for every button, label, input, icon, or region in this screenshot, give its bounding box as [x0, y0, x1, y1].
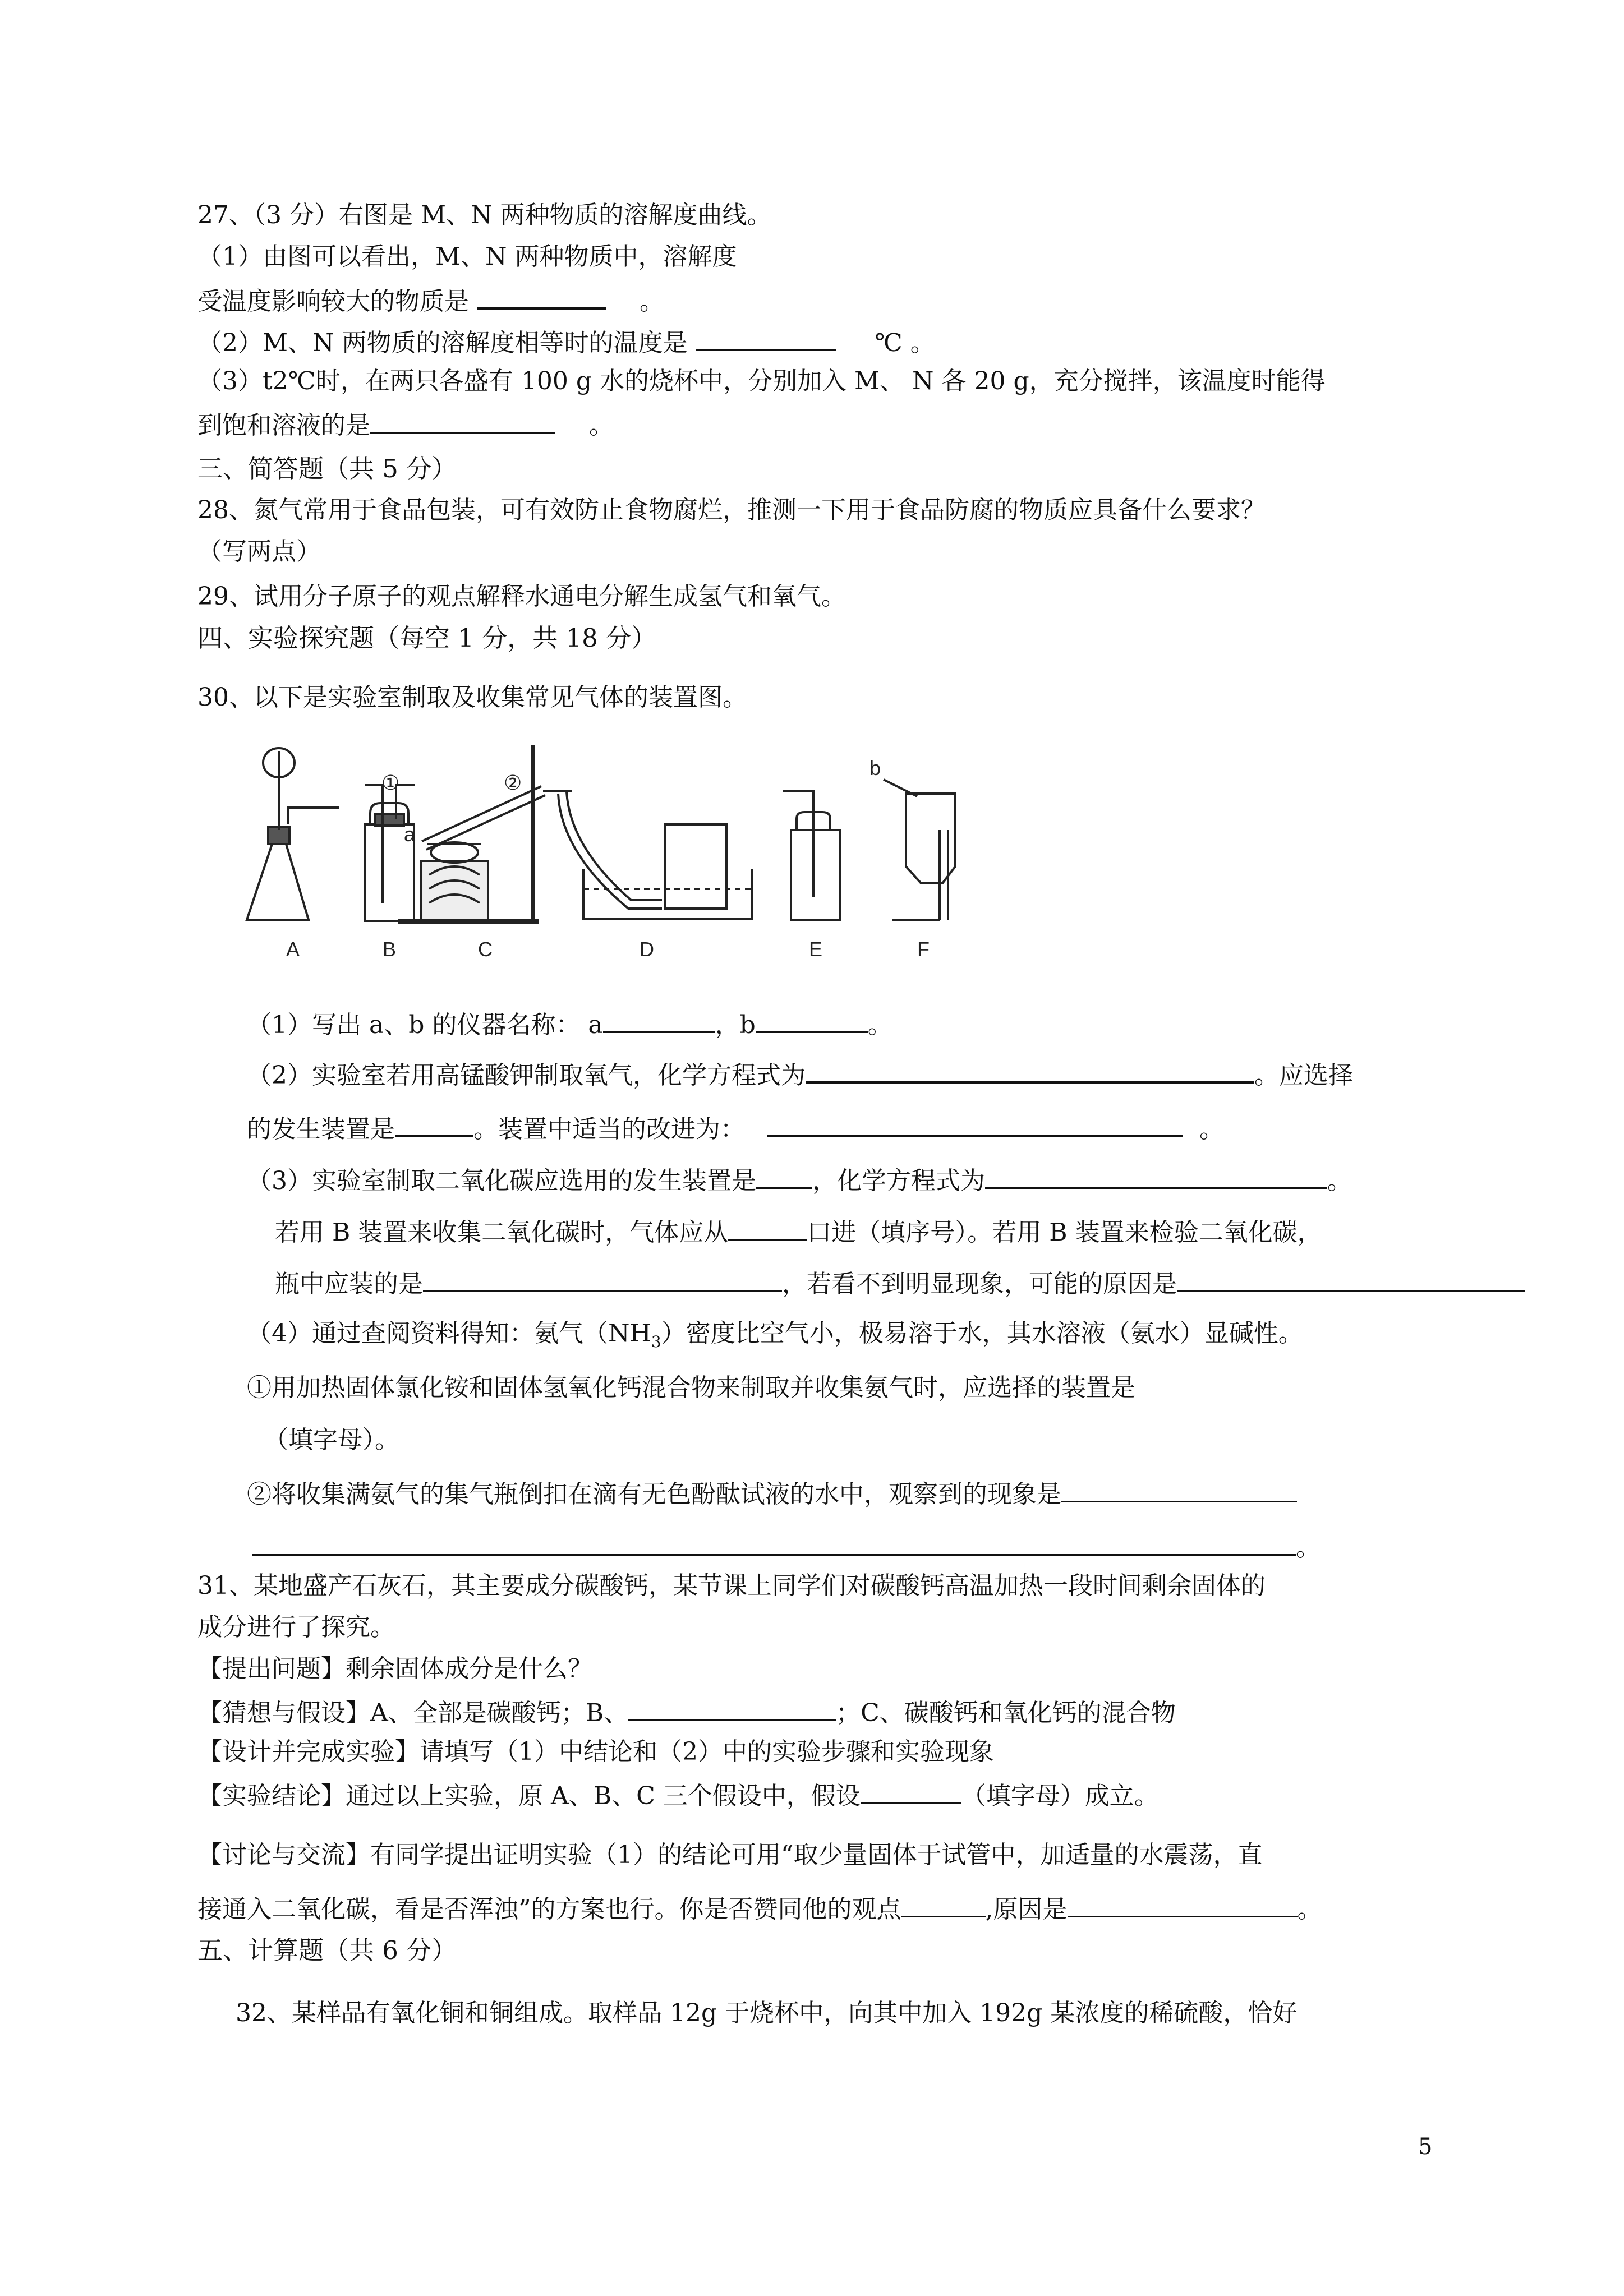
port-2: ② — [504, 771, 522, 794]
q30-part3-line3: 瓶中应装的是 ，若看不到明显现象，可能的原因是 — [275, 1266, 1525, 1300]
apparatus-e-bottle — [783, 791, 840, 920]
q31-conclusion: 【实验结论】通过以上实验，原 A、B、C 三个假设中，假设 （填字母）成立。 — [197, 1778, 1159, 1812]
mark-b: b — [869, 757, 881, 780]
answer-blank[interactable] — [423, 1266, 782, 1292]
answer-blank[interactable] — [628, 1695, 836, 1721]
apparatus-b-bottle — [365, 785, 415, 921]
section-5-heading: 五、计算题（共 6 分） — [197, 1935, 457, 1965]
answer-blank[interactable] — [767, 1110, 1183, 1137]
apparatus-figure — [236, 740, 1301, 965]
q28-line1: 28、氮气常用于食品包装，可有效防止食物腐烂，推测一下用于食品防腐的物质应具备什么要求？ — [197, 496, 1266, 524]
q31-discussion-line1: 【讨论与交流】有同学提出证明实验（1）的结论可用“取少量固体于试管中，加适量的水震荡，直 — [197, 1841, 1263, 1869]
q27-part3-line1: （3）t2℃时，在两只各盛有 100 g 水的烧杯中，分别加入 M、 N 各 20 g，充分搅拌，该温度时能得 — [197, 367, 1326, 395]
q30-part2-line1: （2）实验室若用高锰酸钾制取氧气，化学方程式为 。应选择 — [247, 1057, 1353, 1091]
answer-blank[interactable] — [861, 1778, 961, 1804]
answer-blank[interactable] — [985, 1163, 1327, 1189]
answer-blank[interactable] — [806, 1057, 1254, 1084]
q27-part1-line1: （1）由图可以看出，M、N 两种物质中，溶解度 — [197, 242, 737, 271]
apparatus-d-trough — [558, 792, 752, 919]
label-A: A — [286, 938, 300, 961]
label-B: B — [383, 938, 397, 961]
q32: 32、某样品有氧化铜和铜组成。取样品 12g 于烧杯中，向其中加入 192g 某浓度的稀硫酸，恰好 — [236, 1999, 1298, 2027]
answer-blank[interactable] — [901, 1891, 986, 1917]
q30-part3-line1: （3）实验室制取二氧化碳应选用的发生装置是 ，化学方程式为 。 — [247, 1163, 1352, 1197]
q27-title: 27、（3 分）右图是 M、N 两种物质的溶解度曲线。 — [197, 201, 772, 229]
answer-blank[interactable] — [1068, 1891, 1298, 1917]
q31-discussion-line2: 接通入二氧化碳，看是否浑浊”的方案也行。你是否赞同他的观点 ,原因是 。 — [197, 1891, 1322, 1925]
q30-part1: （1）写出 a、b 的仪器名称： a ，b 。 — [247, 1007, 892, 1041]
q27-part1-line2: 受温度影响较大的物质是 。 — [197, 283, 664, 317]
q29: 29、试用分子原子的观点解释水通电分解生成氢气和氧气。 — [197, 582, 846, 611]
q31-question: 【提出问题】剩余固体成分是什么？ — [197, 1654, 592, 1683]
answer-blank[interactable] — [1177, 1266, 1525, 1292]
q30-part4-line3: （填字母）。 — [264, 1426, 399, 1454]
q30-title: 30、以下是实验室制取及收集常见气体的装置图。 — [197, 683, 747, 712]
q30-part4-line2: ①用加热固体氯化铵和固体氢氧化钙混合物来制取并收集氨气时，应选择的装置是 — [247, 1373, 1135, 1402]
apparatus-f-inverted-bottle — [884, 780, 955, 920]
q30-part4-line5: 。 — [252, 1529, 1321, 1564]
answer-blank[interactable] — [252, 1529, 1296, 1556]
answer-blank[interactable] — [1061, 1476, 1297, 1502]
q30-part4-line4: ②将收集满氨气的集气瓶倒扣在滴有无色酚酞试液的水中，观察到的现象是 — [247, 1476, 1297, 1510]
apparatus-c-heating — [398, 745, 572, 921]
q31-experiment: 【设计并完成实验】请填写（1）中结论和（2）中的实验步骤和实验现象 — [197, 1737, 994, 1766]
answer-blank[interactable] — [696, 324, 836, 351]
answer-blank[interactable] — [370, 407, 555, 434]
q30-part2-line2: 的发生装置是 。装置中适当的改进为： 。 — [247, 1110, 1224, 1145]
label-F: F — [917, 938, 930, 961]
q31-line1: 31、某地盛产石灰石，其主要成分碳酸钙，某节课上同学们对碳酸钙高温加热一段时间剩余固体的 — [197, 1571, 1266, 1600]
section-3-heading: 三、简答题（共 5 分） — [197, 454, 457, 483]
answer-blank-a[interactable] — [603, 1007, 715, 1033]
answer-blank[interactable] — [395, 1110, 473, 1137]
mark-a: a — [404, 823, 416, 846]
section-4-heading: 四、实验探究题（每空 1 分，共 18 分） — [197, 623, 657, 653]
label-D: D — [640, 938, 654, 961]
q31-line2: 成分进行了探究。 — [197, 1613, 395, 1642]
answer-blank[interactable] — [477, 283, 606, 310]
answer-blank[interactable] — [756, 1163, 812, 1189]
page-number: 5 — [1418, 2134, 1433, 2160]
q30-part3-line2: 若用 B 装置来收集二氧化碳时，气体应从 口进（填序号）。若用 B 装置来检验二氧化碳， — [275, 1214, 1322, 1248]
q30-part4-line1: （4）通过查阅资料得知：氨气$(NH_3)$密度比空气小，极易溶于水，其水溶液（氨水）显碱性。 — [247, 1319, 1303, 1351]
label-C: C — [478, 938, 493, 961]
q27-part2: （2）M、N 两物质的溶解度相等时的温度是 ℃ 。 — [197, 324, 935, 359]
q31-hypothesis: 【猜想与假设】A、全部是碳酸钙；B、 ；C、碳酸钙和氧化钙的混合物 — [197, 1695, 1176, 1729]
port-1: ① — [381, 771, 400, 794]
q28-line2: （写两点） — [197, 537, 321, 566]
label-E: E — [809, 938, 823, 961]
q27-part3-line2: 到饱和溶液的是 。 — [197, 407, 614, 441]
answer-blank-b[interactable] — [756, 1007, 868, 1033]
apparatus-a-flask — [247, 748, 339, 920]
answer-blank[interactable] — [728, 1214, 807, 1241]
